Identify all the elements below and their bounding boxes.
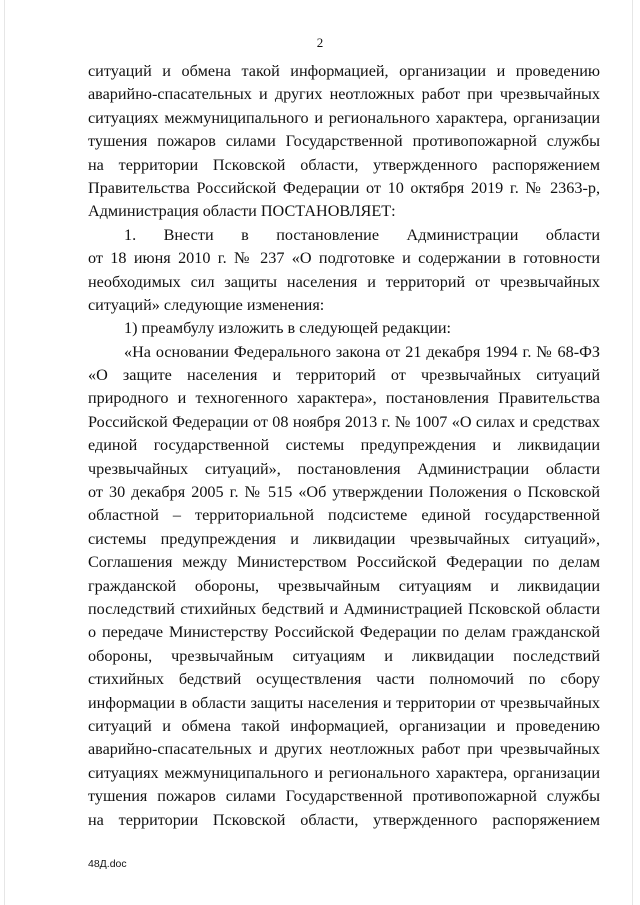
text-line: областной – территориальной подсистеме единой государственной: [88, 506, 600, 525]
text-line: о передаче Министерству Российской Федерации по делам гражданской: [88, 623, 600, 642]
text-line: Соглашения между Министерством Российской Федерации по делам: [88, 553, 600, 572]
text-line: стихийных бедствий осуществления части полномочий по сбору: [88, 670, 600, 689]
text-line: от 30 декабря 2005 г. № 515 «Об утверждении Положения о Псковской: [88, 483, 600, 502]
text-line: ситуаций и обмена такой информацией, организации и проведению: [88, 716, 600, 735]
text-line: Российской Федерации от 08 ноября 2013 г. № 1007 «О силах и средствах: [88, 412, 600, 431]
text-line: системы предупреждения и ликвидации чрезвычайных ситуаций»,: [88, 529, 600, 548]
text-line: от 18 июня 2010 г. № 237 «О подготовке и содержании в готовности: [88, 249, 600, 268]
text-line: гражданской обороны, чрезвычайным ситуациям и ликвидации: [88, 576, 600, 595]
footer-filename: 48Д.doc: [88, 858, 127, 870]
text-line: 1. Внести в постановление Администрации области: [124, 225, 600, 244]
text-line: информации в области защиты населения и территории от чрезвычайных: [88, 693, 600, 712]
text-line: Администрация области ПОСТАНОВЛЯЕТ:: [88, 202, 396, 221]
text-line: 1) преамбулу изложить в следующей редакции:: [124, 319, 452, 338]
text-line: «О защите населения и территорий от чрезвычайных ситуаций: [88, 366, 600, 385]
page-number: 2: [316, 35, 324, 50]
text-line: аварийно-спасательных и других неотложных работ при чрезвычайных: [88, 85, 600, 104]
document-body: [88, 60, 600, 832]
text-line: природного и техногенного характера», постановления Правительства: [88, 389, 600, 408]
text-line: Правительства Российской Федерации от 10 октября 2019 г. № 2363-р,: [88, 178, 600, 197]
text-line: единой государственной системы предупреждения и ликвидации: [88, 436, 600, 455]
text-line: ситуациях межмуниципального и регионального характера, организации: [88, 108, 600, 127]
text-line: необходимых сил защиты населения и территорий от чрезвычайных: [88, 272, 600, 291]
text-line: ситуациях межмуниципального и регионального характера, организации: [88, 763, 600, 782]
text-line: аварийно-спасательных и других неотложных работ при чрезвычайных: [88, 740, 600, 759]
text-line: последствий стихийных бедствий и Администрацией Псковской области: [88, 599, 600, 618]
scan-right-edge: [632, 0, 633, 905]
text-line: ситуаций и обмена такой информацией, организации и проведению: [88, 62, 600, 80]
text-line: тушения пожаров силами Государственной противопожарной службы: [88, 787, 600, 806]
scan-left-edge: [4, 0, 5, 905]
text-line: обороны, чрезвычайным ситуациям и ликвидации последствий: [88, 646, 600, 665]
text-line: ситуаций» следующие изменения:: [88, 295, 325, 314]
text-line: на территории Псковской области, утвержденного распоряжением: [88, 155, 600, 174]
text-line: «На основании Федерального закона от 21 декабря 1994 г. № 68-ФЗ: [124, 342, 600, 361]
text-line: чрезвычайных ситуаций», постановления Администрации области: [88, 459, 600, 478]
text-line: на территории Псковской области, утвержденного распоряжением: [88, 810, 600, 829]
text-line: тушения пожаров силами Государственной противопожарной службы: [88, 132, 600, 151]
